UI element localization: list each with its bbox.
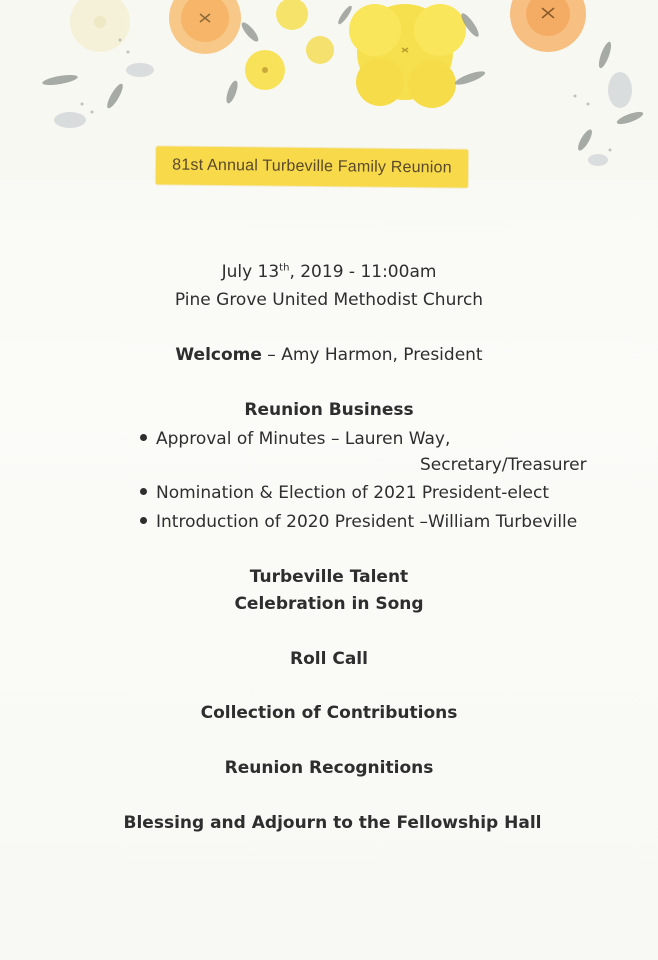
business-item xyxy=(140,429,450,449)
business-item xyxy=(140,512,577,532)
date-suffix: th xyxy=(279,262,290,274)
program-recognitions: Reunion Recognitions xyxy=(224,758,434,778)
welcome-label: Welcome xyxy=(175,345,262,365)
program-song: Celebration in Song xyxy=(234,594,424,614)
banner-title: 81st Annual Turbeville Family Reunion xyxy=(172,156,452,177)
bullet-icon xyxy=(140,434,147,441)
event-date-time xyxy=(0,262,658,282)
welcome-detail: – Amy Harmon, President xyxy=(261,345,483,365)
business-item-text: Introduction of 2020 President –William Turbeville xyxy=(156,512,578,532)
bullet-icon xyxy=(140,517,147,524)
program-contributions: Collection of Contributions xyxy=(200,703,458,723)
business-item-text: Approval of Minutes – Lauren Way, xyxy=(156,429,451,449)
bullet-icon xyxy=(140,488,147,495)
business-item xyxy=(140,483,549,503)
date-rest: , 2019 - 11:00am xyxy=(289,262,437,282)
business-item-text: Nomination & Election of 2021 President-elect xyxy=(156,483,550,503)
event-location: Pine Grove United Methodist Church xyxy=(174,290,484,310)
welcome-line xyxy=(0,345,658,365)
program-talent: Turbeville Talent xyxy=(249,567,409,587)
business-item-continuation: Secretary/Treasurer xyxy=(420,455,587,475)
date-month-day: July 13 xyxy=(221,262,280,282)
program-blessing: Blessing and Adjourn to the Fellowship Hall xyxy=(123,813,542,833)
program-roll-call: Roll Call xyxy=(290,649,368,669)
reunion-business-heading: Reunion Business xyxy=(244,400,414,420)
